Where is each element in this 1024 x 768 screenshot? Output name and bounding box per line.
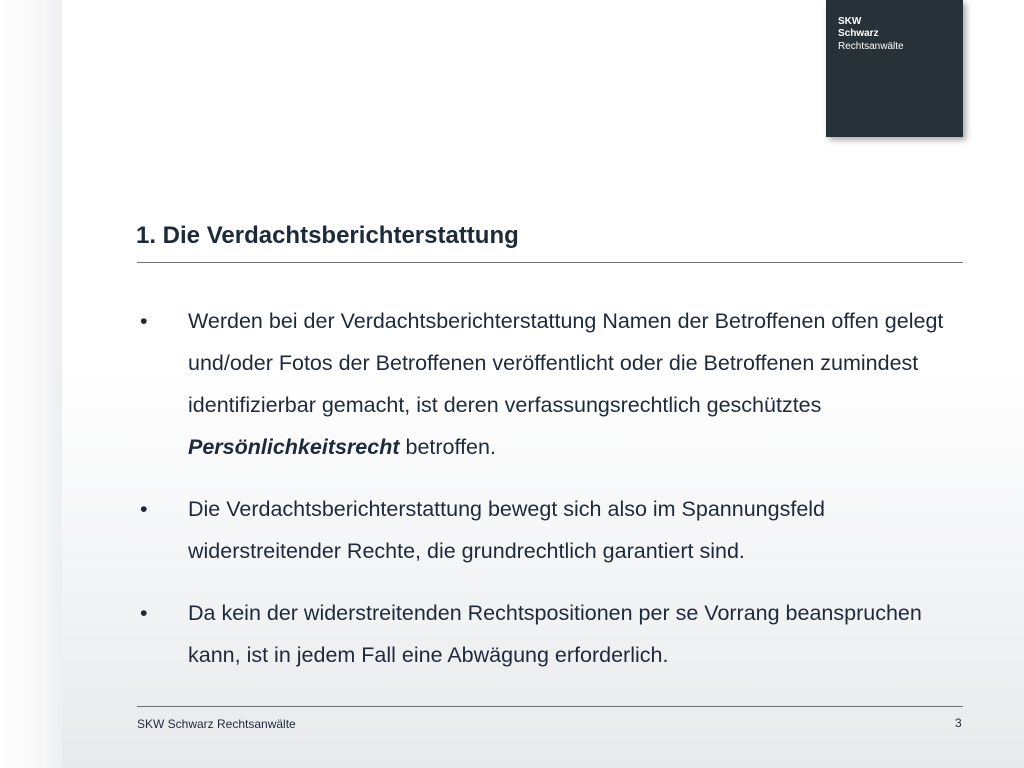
bullet-text-before: Die Verdachtsberichterstattung bewegt sich also im Spannungsfeld widerstreitender Rechte, die grundrechtlich garantiert sind. bbox=[188, 497, 826, 563]
logo-line-2: Schwarz bbox=[838, 28, 879, 39]
title-divider bbox=[137, 262, 963, 263]
bullet-item bbox=[137, 592, 963, 676]
decorative-side-band bbox=[0, 0, 62, 768]
logo-line-3: Rechtsanwälte bbox=[838, 41, 904, 52]
bullet-list bbox=[137, 300, 963, 696]
page-number: 3 bbox=[955, 716, 962, 730]
footer-company: SKW Schwarz Rechtsanwälte bbox=[137, 717, 296, 731]
bullet-text-after: betroffen. bbox=[399, 435, 496, 459]
bullet-text bbox=[188, 601, 922, 667]
company-logo bbox=[826, 0, 963, 137]
bullet-icon: • bbox=[140, 309, 148, 333]
bullet-text-emphasis: Persönlichkeitsrecht bbox=[188, 435, 400, 459]
bullet-icon: • bbox=[140, 497, 148, 521]
bullet-text bbox=[188, 309, 943, 459]
bullet-icon: • bbox=[140, 601, 148, 625]
bullet-text-before: Da kein der widerstreitenden Rechtspositionen per se Vorrang beanspruchen kann, ist in jedem Fall eine Abwägung erforderlich. bbox=[188, 601, 922, 667]
bullet-item bbox=[137, 300, 963, 468]
slide-title: 1. Die Verdachtsberichterstattung bbox=[136, 222, 519, 249]
footer-divider bbox=[137, 706, 963, 707]
bullet-text bbox=[188, 497, 825, 563]
bullet-text-before: Werden bei der Verdachtsberichterstattung Namen der Betroffenen offen gelegt und/oder Fotos der Betroffenen veröffentlicht oder die Betroffenen zumindest identifizierbar gemacht, ist deren verfassungsrechtlich geschütztes bbox=[188, 309, 944, 417]
logo-line-1: SKW bbox=[838, 16, 862, 27]
bullet-item bbox=[137, 488, 963, 572]
